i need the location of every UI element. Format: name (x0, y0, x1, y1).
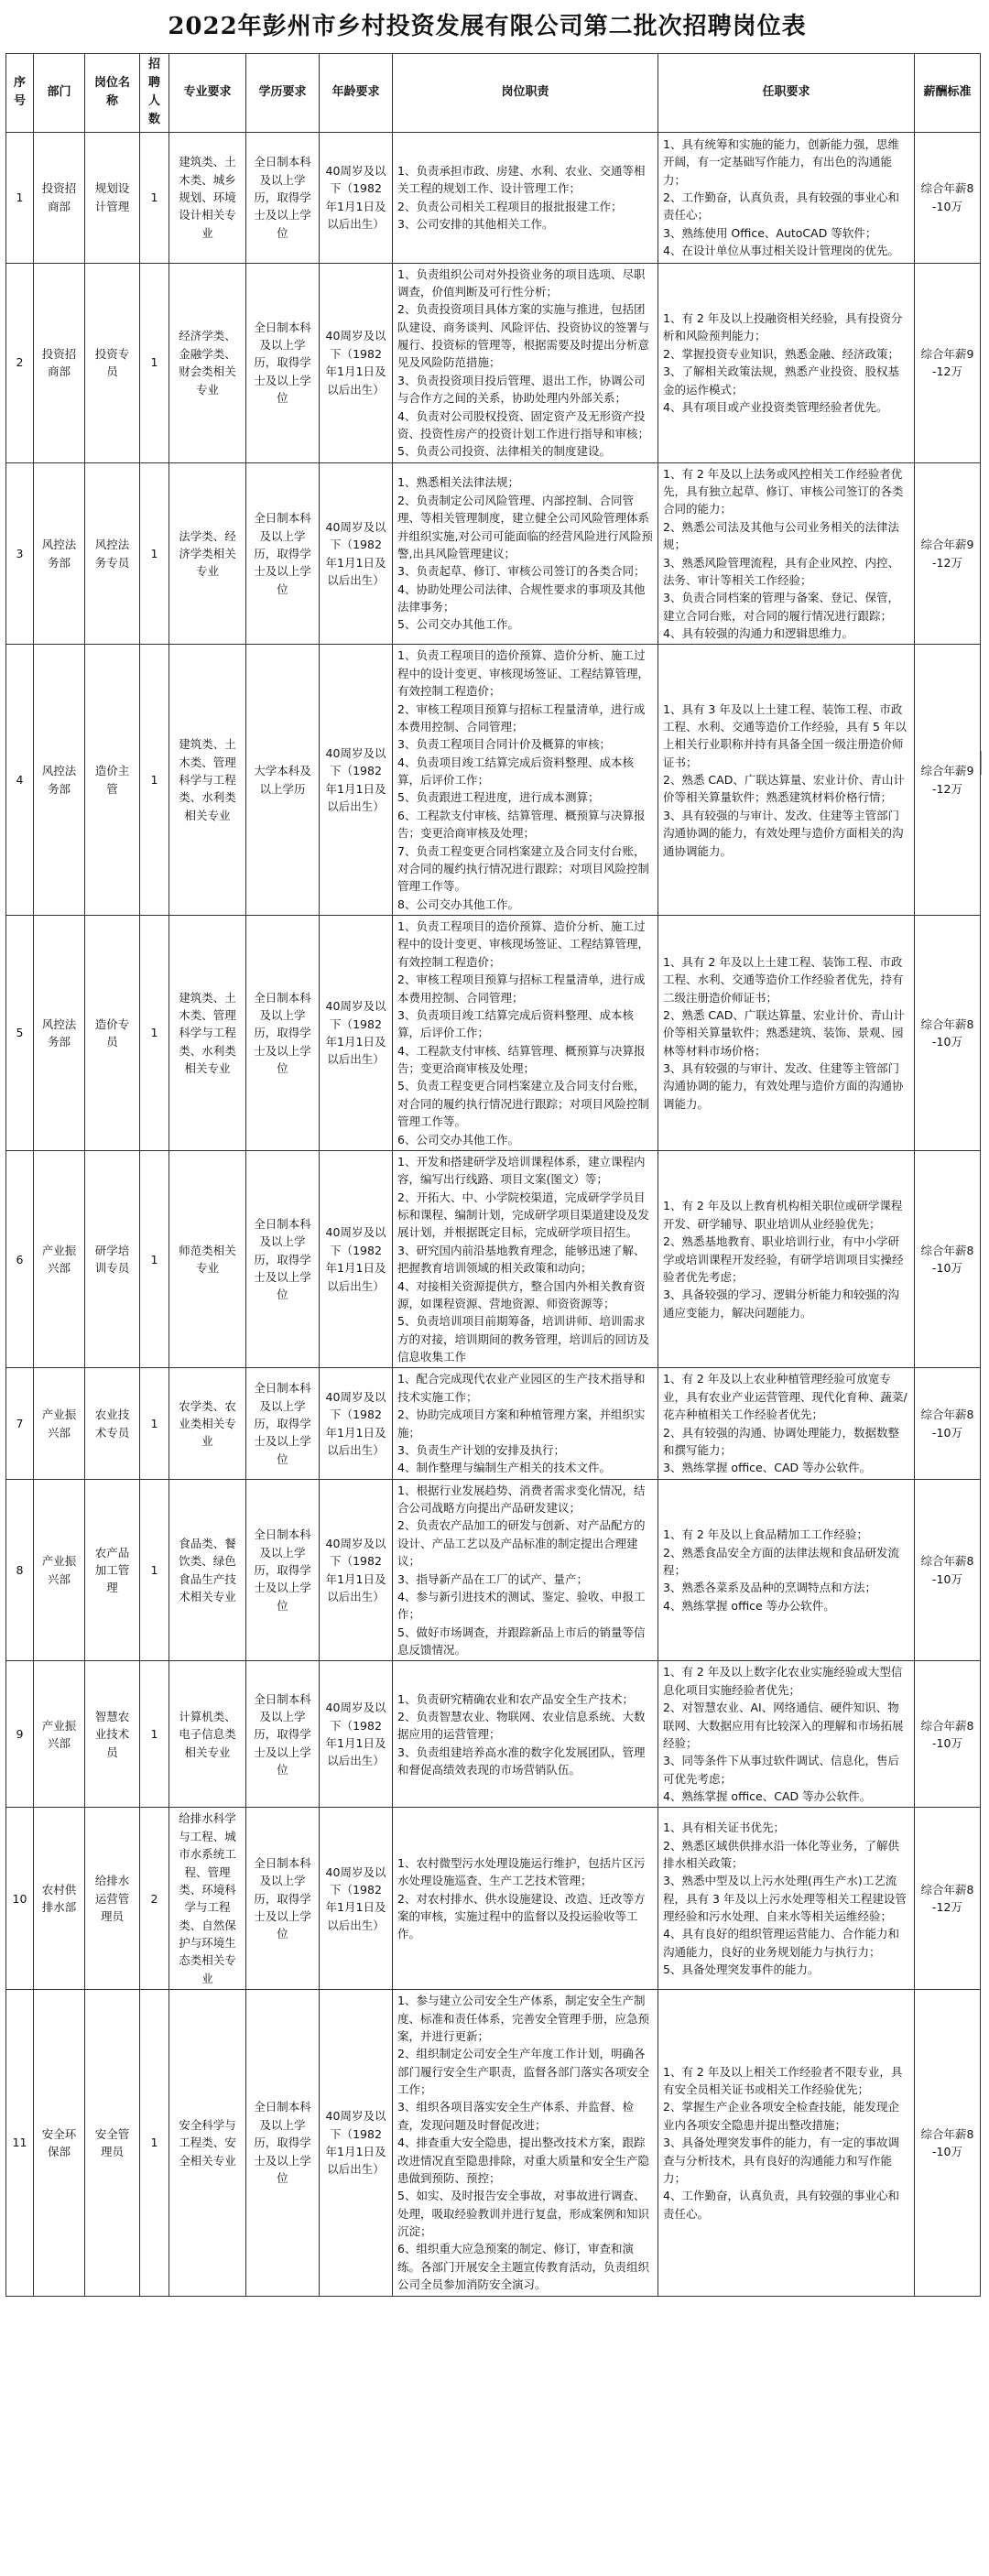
row-age: 40周岁及以下（1982年1月1日及以后出生） (320, 1150, 393, 1368)
duty-line: 2、负责智慧农业、物联网、农业信息系统、大数据应用的运营管理； (397, 1709, 646, 1742)
row-no: 4 (6, 645, 34, 916)
row-count: 1 (140, 462, 169, 645)
req-line: 1、具有统筹和实施的能力，创新能力强，思维开阔，有一定基础写作能力，有出色的沟通能力； (663, 136, 899, 187)
table-row (6, 263, 981, 462)
req-line: 2、熟悉 CAD、广联达算量、宏业计价、青山计价等相关算量软件；熟悉建筑、装饰、景观、园林等材料市场价格； (663, 1007, 905, 1058)
req-line: 1、有 2 年及以上食品精加工工作经验； (663, 1527, 868, 1542)
duty-line: 5、公司交办其他工作。 (397, 617, 519, 632)
row-count: 1 (140, 1479, 169, 1661)
header-row (6, 54, 981, 133)
duty-line: 4、负责项目竣工结算完成后资料整理、成本核算，后评价工作； (397, 755, 634, 788)
duty-line: 5、做好市场调查，并跟踪新品上市后的销量等信息反馈情况。 (397, 1625, 646, 1658)
row-edu: 全日制本科及以上学历，取得学士及以上学位 (246, 1808, 320, 1990)
row-pay: 综合年薪8-10万 (915, 132, 981, 263)
duty-line: 2、开拓大、中、小学院校渠道，完成研学学员目标和课程、编制计划，完成研学项目渠道建设及发展计划，并根据既定目标，完成研学项目招生。 (397, 1190, 650, 1240)
req-line: 3、具备较强的学习、逻辑分析能力和较强的沟通应变能力，解决问题能力。 (663, 1288, 899, 1320)
duty-line: 1、开发和搭建研学及培训课程体系，建立课程内容，编写出行线路、项目文案(图文）等； (397, 1154, 646, 1187)
row-post: 安全管理员 (85, 1990, 140, 2296)
row-duty (393, 462, 658, 645)
duty-line: 3、指导新产品在工厂的试产、量产； (397, 1571, 588, 1586)
duty-line: 3、负责投资项目投后管理、退出工作，协调公司与合作方之间的关系，协助处理内外部关系； (397, 373, 646, 406)
req-line: 4、具有较强的沟通力和逻辑思维力。 (663, 626, 853, 641)
row-age: 40周岁及以下（1982年1月1日及以后出生） (320, 1808, 393, 1990)
row-dept: 产业振兴部 (34, 1150, 85, 1368)
req-line: 1、有 2 年及以上数字化农业实施经验或大型信息化项目实施经验者优先； (663, 1665, 903, 1697)
header-pay: 薪酬标准 (915, 54, 981, 133)
row-edu: 全日制本科及以上学历，取得学士及以上学位 (246, 1150, 320, 1368)
row-age: 40周岁及以下（1982年1月1日及以后出生） (320, 462, 393, 645)
row-count: 1 (140, 916, 169, 1151)
req-line: 2、熟悉基地教育、职业培训行业，有中小学研学或培训课程开发经验，有研学培训项目实操经验者优先考虑； (663, 1234, 904, 1284)
row-req (658, 1479, 915, 1661)
table-row (6, 1990, 981, 2296)
duty-line: 8、公司交办其他工作。 (397, 897, 519, 911)
row-req (658, 1990, 915, 2296)
row-req (658, 263, 915, 462)
header-req: 任职要求 (658, 54, 915, 133)
duty-line: 2、对农村排水、供水设施建设、改造、迁改等方案的审核，实施过程中的监督以及投运验收等工作。 (397, 1891, 646, 1941)
row-major: 经济学类、金融学类、财会类相关专业 (169, 263, 246, 462)
table-row (6, 916, 981, 1151)
row-age: 40周岁及以下（1982年1月1日及以后出生） (320, 1368, 393, 1479)
row-post: 研学培训专员 (85, 1150, 140, 1368)
req-line: 3、具有较强的与审计、发改、住建等主管部门沟通协调的能力，有效处理与造价方面相关的沟通协调能力。 (663, 808, 904, 858)
header-no: 序号 (6, 54, 34, 133)
duty-line: 1、熟悉相关法律法规； (397, 475, 519, 490)
duty-line: 6、公司交办其他工作。 (397, 1132, 519, 1147)
req-line: 3、熟悉风险管理流程，具有企业风控、内控、法务、审计等相关工作经验； (663, 555, 899, 587)
duty-line: 1、负责研究精确农业和农产品安全生产技术； (397, 1691, 634, 1706)
req-line: 1、具有相关证书优先； (663, 1821, 785, 1835)
req-line: 2、对智慧农业、AI、网络通信、硬件知识、物联网、大数据应用有比较深入的理解和市场拓展经验； (663, 1701, 904, 1750)
row-post: 风控法务专员 (85, 462, 140, 645)
req-line: 4、工作勤奋，认真负责，具有较强的事业心和责任心。 (663, 2189, 899, 2221)
row-count: 1 (140, 1368, 169, 1479)
row-major: 安全科学与工程类、安全相关专业 (169, 1990, 246, 2296)
row-major: 农学类、农业类相关专业 (169, 1368, 246, 1479)
row-pay: 综合年薪8-12万 (915, 1808, 981, 1990)
recruitment-table (5, 53, 981, 2297)
row-dept: 投资招商部 (34, 132, 85, 263)
row-no: 9 (6, 1661, 34, 1808)
row-age: 40周岁及以下（1982年1月1日及以后出生） (320, 645, 393, 916)
header-major: 专业要求 (169, 54, 246, 133)
duty-line: 7、负责工程变更合同档案建立及合同支付台账，对合同的履约执行情况进行跟踪；对项目风险控制管理工作等。 (397, 843, 650, 894)
req-line: 2、工作勤奋，认真负责，具有较强的事业心和责任心； (663, 190, 899, 223)
row-dept: 产业振兴部 (34, 1661, 85, 1808)
row-post: 智慧农业技术员 (85, 1661, 140, 1808)
duty-line: 6、组织重大应急预案的制定、修订，审查和演练。各部门开展安全主题宣传教育活动，负责组织公司全员参加消防安全演习。 (397, 2242, 650, 2292)
duty-line: 4、负责对公司股权投资、固定资产及无形资产投资、投资性房产的投资计划工作进行指导和审核； (397, 408, 650, 440)
req-line: 4、在设计单位从事过相关设计管理岗的优先。 (663, 244, 899, 257)
header-post: 岗位名称 (85, 54, 140, 133)
req-line: 1、有 2 年及以上法务或风控相关工作经验者优先，具有独立起草、修订、审核公司签订的各类合同的能力； (663, 466, 904, 516)
row-count: 1 (140, 1661, 169, 1808)
header-edu: 学历要求 (246, 54, 320, 133)
req-line: 1、具有 2 年及以上土建工程、装饰工程、市政工程、水利、交通等造价工作经验者优先，持有二级注册造价师证书； (663, 954, 904, 1005)
row-post: 造价专员 (85, 916, 140, 1151)
duty-line: 1、参与建立公司安全生产体系，制定安全生产制度、标准和责任体系，完善安全管理手册，应急预案，并进行更新； (397, 1994, 650, 2043)
row-age: 40周岁及以下（1982年1月1日及以后出生） (320, 263, 393, 462)
row-post: 农产品加工管理 (85, 1479, 140, 1661)
duty-line: 1、负责组织公司对外投资业务的项目选项、尽职调查，价值判断及可行性分析； (397, 266, 646, 299)
duty-line: 6、工程款支付审核、结算管理、概预算与决算报告；变更洽商审核及处理； (397, 808, 646, 841)
row-count: 1 (140, 132, 169, 263)
row-major: 建筑类、土木类、管理科学与工程类、水利类相关专业 (169, 916, 246, 1151)
row-major: 建筑类、土木类、城乡规划、环境设计相关专业 (169, 132, 246, 263)
row-pay: 综合年薪9-12万 (915, 263, 981, 462)
req-line: 2、熟悉食品安全方面的法律法规和食品研发流程； (663, 1545, 899, 1577)
row-dept: 投资招商部 (34, 263, 85, 462)
duty-line: 2、负责制定公司风险管理、内部控制、合同管理、等相关管理制度，建立健全公司风险管理体系并组织实施,对公司可能面临的经营风险进行风险预警,出具风险管理建议； (397, 493, 653, 560)
duty-line: 2、协助完成项目方案和种植管理方案，并组织实施； (397, 1408, 646, 1440)
req-line: 5、具备处理突发事件的能力。 (663, 1962, 820, 1977)
row-no: 3 (6, 462, 34, 645)
duty-line: 3、负责生产计划的安排及执行； (397, 1442, 565, 1457)
row-pay: 综合年薪8-10万 (915, 1661, 981, 1808)
duty-line: 5、负责公司投资、法律相关的制度建设。 (397, 444, 611, 459)
row-post: 规划设计管理 (85, 132, 140, 263)
row-age: 40周岁及以下（1982年1月1日及以后出生） (320, 1479, 393, 1661)
duty-line: 1、农村微型污水处理设施运行维护，包括片区污水处理设施巡查、生产工艺技术管理； (397, 1855, 646, 1888)
req-line: 1、有 2 年及以上农业种植管理经验可放宽专业，具有农业产业运营管理、现代化育种、蔬菜/花卉种植相关工作经验者优先； (663, 1372, 907, 1422)
row-req (658, 645, 915, 916)
row-duty (393, 132, 658, 263)
req-line: 4、具有项目或产业投资类管理经验者优先。 (663, 399, 888, 414)
duty-line: 1、配合完成现代农业产业园区的生产技术指导和技术实施工作； (397, 1372, 646, 1404)
row-no: 11 (6, 1990, 34, 2296)
row-pay: 综合年薪8-10万 (915, 1150, 981, 1368)
table-row (6, 1661, 981, 1808)
row-edu: 全日制本科及以上学历，取得学士及以上学位 (246, 1661, 320, 1808)
row-major: 法学类、经济学类相关专业 (169, 462, 246, 645)
row-age: 40周岁及以下（1982年1月1日及以后出生） (320, 132, 393, 263)
row-edu: 大学本科及以上学历 (246, 645, 320, 916)
row-duty (393, 1150, 658, 1368)
req-line: 4、熟练掌握 office 等办公软件。 (663, 1598, 835, 1613)
row-count: 1 (140, 1150, 169, 1368)
duty-line: 5、负责培训项目前期筹备，培训讲师、培训需求方的对接，培训期间的教务管理，培训后的回访及信息收集工作 (397, 1314, 650, 1364)
row-pay: 综合年薪8-10万 (915, 1368, 981, 1479)
row-duty (393, 916, 658, 1151)
row-dept: 风控法务部 (34, 916, 85, 1151)
duty-line: 2、负责公司相关工程项目的报批报建工作； (397, 199, 623, 213)
row-edu: 全日制本科及以上学历，取得学士及以上学位 (246, 462, 320, 645)
table-row (6, 645, 981, 916)
header-dept: 部门 (34, 54, 85, 133)
req-line: 2、熟悉公司法及其他与公司业务相关的法律法规； (663, 519, 899, 552)
row-major: 食品类、餐饮类、绿色食品生产技术相关专业 (169, 1479, 246, 1661)
row-dept: 风控法务部 (34, 462, 85, 645)
table-row (6, 1808, 981, 1990)
req-line: 4、具有良好的组织管理运营能力、合作能力和沟通能力，良好的业务规划能力与执行力； (663, 1927, 899, 1959)
row-pay: 综合年薪8-10万 (915, 1479, 981, 1661)
row-req (658, 1150, 915, 1368)
duty-line: 4、对接相关资源提供方，整合国内外相关教育资源，如课程资源、营地资源、师资资源等； (397, 1278, 646, 1310)
duty-line: 4、协助处理公司法律、合规性要求的事项及其他法律事务； (397, 582, 646, 614)
row-no: 6 (6, 1150, 34, 1368)
duty-line: 5、负责跟进工程进度，进行成本测算； (397, 790, 600, 805)
duty-line: 3、研究国内前沿基地教育理念，能够迅速了解、把握教育培训领域的相关政策和动向； (397, 1243, 646, 1276)
duty-line: 4、制作整理与编制生产相关的技术文件。 (397, 1461, 611, 1475)
row-duty (393, 263, 658, 462)
req-line: 2、熟悉 CAD、广联达算量、宏业计价、青山计价等相关算量软件；熟悉建筑材料价格行情； (663, 773, 905, 805)
row-dept: 安全环保部 (34, 1990, 85, 2296)
row-duty (393, 1661, 658, 1808)
table-row (6, 462, 981, 645)
row-major: 给排水科学与工程、城市水系统工程、管理类、环境科学与工程类、自然保护与环境生态类相关专业 (169, 1808, 246, 1990)
row-no: 5 (6, 916, 34, 1151)
req-line: 3、具备处理突发事件的能力，有一定的事故调查与分析技术，具有良好的沟通能力和写作能力； (663, 2136, 899, 2185)
row-edu: 全日制本科及以上学历，取得学士及以上学位 (246, 263, 320, 462)
req-line: 1、具有 3 年及以上土建工程、装饰工程、市政工程、水利、交通等造价工作经验，具有 5 年以上相关行业职称并持有具备全国一级注册造价师证书； (663, 701, 907, 769)
row-duty (393, 1368, 658, 1479)
row-req (658, 916, 915, 1151)
row-req (658, 132, 915, 263)
req-line: 2、掌握生产企业各项安全检查技能，能发现企业内各项安全隐患并提出整改措施； (663, 2100, 899, 2132)
req-line: 1、有 2 年及以上教育机构相关职位或研学课程开发、研学辅导、职业培训从业经验优先； (663, 1199, 903, 1231)
row-req (658, 1808, 915, 1990)
row-dept: 产业振兴部 (34, 1479, 85, 1661)
duty-line: 3、负责项目竣工结算完成后资料整理、成本核算，后评价工作； (397, 1007, 634, 1040)
row-post: 造价主管 (85, 645, 140, 916)
req-line: 2、熟悉区域供供排水沿一体化等业务，了解供排水相关政策； (663, 1838, 899, 1870)
duty-line: 4、工程款支付审核、结算管理、概预算与决算报告；变更洽商审核及处理； (397, 1043, 646, 1076)
duty-line: 2、组织制定公司安全生产年度工作计划，明确各部门履行安全生产职责，监督各部门落实各项安全工作； (397, 2047, 650, 2097)
row-duty (393, 1808, 658, 1990)
row-no: 10 (6, 1808, 34, 1990)
duty-line: 3、负责起草、修订、审核公司签订的各类合同； (397, 564, 646, 579)
header-age: 年龄要求 (320, 54, 393, 133)
row-pay: 综合年薪9-12万 (915, 462, 981, 645)
req-line: 3、同等条件下从事过软件调试、信息化，售后可优先考虑； (663, 1754, 899, 1786)
req-line: 2、掌握投资专业知识，熟悉金融、经济政策； (663, 346, 899, 361)
row-pay: 综合年薪9-12万 (915, 645, 981, 916)
row-duty (393, 1479, 658, 1661)
duty-line: 3、负责组建培养高水准的数字化发展团队，管理和督促高绩效表现的市场营销队伍。 (397, 1745, 646, 1777)
row-post: 给排水运营管理员 (85, 1808, 140, 1990)
duty-line: 3、公司安排的其他相关工作。 (397, 216, 554, 231)
header-count: 招聘人数 (140, 54, 169, 133)
duty-line: 1、负责工程项目的造价预算、造价分析、施工过程中的设计变更、审核现场签证、工程结算管理，有效控制工程造价； (397, 648, 650, 699)
duty-line: 3、负责工程项目合同计价及概算的审核； (397, 737, 611, 752)
row-post: 农业技术专员 (85, 1368, 140, 1479)
row-dept: 产业振兴部 (34, 1368, 85, 1479)
row-req (658, 462, 915, 645)
req-line: 3、熟悉中型及以上污水处理(再生产水)工艺流程，具有 3 年及以上污水处理等相关工程建设管理经验和污水处理、自来水等相关运维经验； (663, 1874, 907, 1923)
row-no: 1 (6, 132, 34, 263)
duty-line: 2、负责农产品加工的研发与创新、对产品配方的设计、产品工艺以及产品标准的制定提出合理建议； (397, 1518, 646, 1569)
req-line: 3、熟悉各菜系及品种的烹调特点和方法； (663, 1581, 876, 1595)
row-req (658, 1661, 915, 1808)
page-title: 2022年彭州市乡村投资发展有限公司第二批次招聘岗位表 (168, 13, 807, 40)
row-edu: 全日制本科及以上学历，取得学士及以上学位 (246, 1368, 320, 1479)
row-count: 1 (140, 1990, 169, 2296)
row-major: 建筑类、土木类、管理科学与工程类、水利类相关专业 (169, 645, 246, 916)
row-pay: 综合年薪8-10万 (915, 916, 981, 1151)
table-row (6, 1150, 981, 1368)
row-age: 40周岁及以下（1982年1月1日及以后出生） (320, 916, 393, 1151)
table-row (6, 1368, 981, 1479)
req-line: 3、负责合同档案的管理与备案、登记、保管，建立合同台账，对合同的履行情况进行跟踪； (663, 591, 899, 623)
row-pay: 综合年薪8-10万 (915, 1990, 981, 2296)
row-count: 1 (140, 263, 169, 462)
req-line: 3、具有较强的与审计、发改、住建等主管部门沟通协调的能力，有效处理与造价方面的沟通协调能力。 (663, 1061, 904, 1111)
row-count: 2 (140, 1808, 169, 1990)
row-major: 师范类相关专业 (169, 1150, 246, 1368)
row-age: 40周岁及以下（1982年1月1日及以后出生） (320, 1661, 393, 1808)
duty-line: 2、审核工程项目预算与招标工程量清单，进行成本费用控制、合同管理； (397, 701, 646, 734)
req-line: 2、具有较强的沟通、协调处理能力，数据数整和撰写能力； (663, 1425, 899, 1457)
duty-line: 4、排查重大安全隐患，提出整改技术方案，跟踪改进情况直至隐患排除，对重大质量和安全生产隐患做到预防、预控； (397, 2136, 650, 2185)
req-line: 3、了解相关政策法规，熟悉产业投资、股权基金的运作模式； (663, 364, 899, 397)
req-line: 3、熟练掌握 office、CAD 等办公软件。 (663, 1461, 872, 1475)
row-count: 1 (140, 645, 169, 916)
row-age: 40周岁及以下（1982年1月1日及以后出生） (320, 1990, 393, 2296)
row-no: 8 (6, 1479, 34, 1661)
row-dept: 农村供排水部 (34, 1808, 85, 1990)
req-line: 1、有 2 年及以上投融资相关经验，具有投资分析和风险预判能力； (663, 311, 903, 343)
row-req (658, 1368, 915, 1479)
row-edu: 全日制本科及以上学历，取得学士及以上学位 (246, 916, 320, 1151)
duty-line: 1、根据行业发展趋势、消费者需求变化情况，结合公司战略方向提出产品研发建议； (397, 1483, 646, 1516)
duty-line: 1、负责承担市政、房建、水利、农业、交通等相关工程的规划工作、设计管理工作； (397, 163, 646, 196)
duty-line: 3、组织各项目落实安全生产体系、并监督、检查，发现问题及时督促改进； (397, 2100, 634, 2132)
scroll-marker (981, 751, 987, 775)
req-line: 1、有 2 年及以上相关工作经验者不限专业，具有安全员相关证书或相关工作经验优先； (663, 2064, 903, 2097)
duty-line: 2、负责投资项目具体方案的实施与推进，包括团队建设、商务谈判、风险评估、投资协议的签署与履行、投资标的管理等，根据需要及时提出分析意见及风险防范措施； (397, 302, 650, 370)
table-body (6, 132, 981, 2296)
row-edu: 全日制本科及以上学历，取得学士及以上学位 (246, 1990, 320, 2296)
duty-line: 5、负责工程变更合同档案建立及合同支付台账，对合同的履约执行情况进行跟踪；对项目风险控制管理工作等。 (397, 1079, 650, 1129)
row-post: 投资专员 (85, 263, 140, 462)
row-edu: 全日制本科及以上学历，取得学士及以上学位 (246, 132, 320, 263)
table-row (6, 1479, 981, 1661)
table-row (6, 132, 981, 263)
duty-line: 5、如实、及时报告安全事故，对事故进行调查、处理，吸取经验教训并进行复盘，形成案例和知识沉淀； (397, 2189, 650, 2239)
row-major: 计算机类、电子信息类相关专业 (169, 1661, 246, 1808)
duty-line: 4、参与新引进技术的测试、鉴定、验收、申报工作； (397, 1589, 646, 1622)
header-duty: 岗位职责 (393, 54, 658, 133)
row-dept: 风控法务部 (34, 645, 85, 916)
row-no: 7 (6, 1368, 34, 1479)
row-duty (393, 1990, 658, 2296)
req-line: 4、熟练掌握 office、CAD 等办公软件。 (663, 1789, 872, 1804)
row-edu: 全日制本科及以上学历，取得学士及以上学位 (246, 1479, 320, 1661)
req-line: 3、熟练使用 Office、AutoCAD 等软件； (663, 225, 877, 240)
row-duty (393, 645, 658, 916)
row-no: 2 (6, 263, 34, 462)
duty-line: 2、审核工程项目预算与招标工程量清单，进行成本费用控制、合同管理； (397, 973, 646, 1005)
duty-line: 1、负责工程项目的造价预算、造价分析、施工过程中的设计变更、审核现场签证、工程结算管理，有效控制工程造价； (397, 919, 650, 969)
